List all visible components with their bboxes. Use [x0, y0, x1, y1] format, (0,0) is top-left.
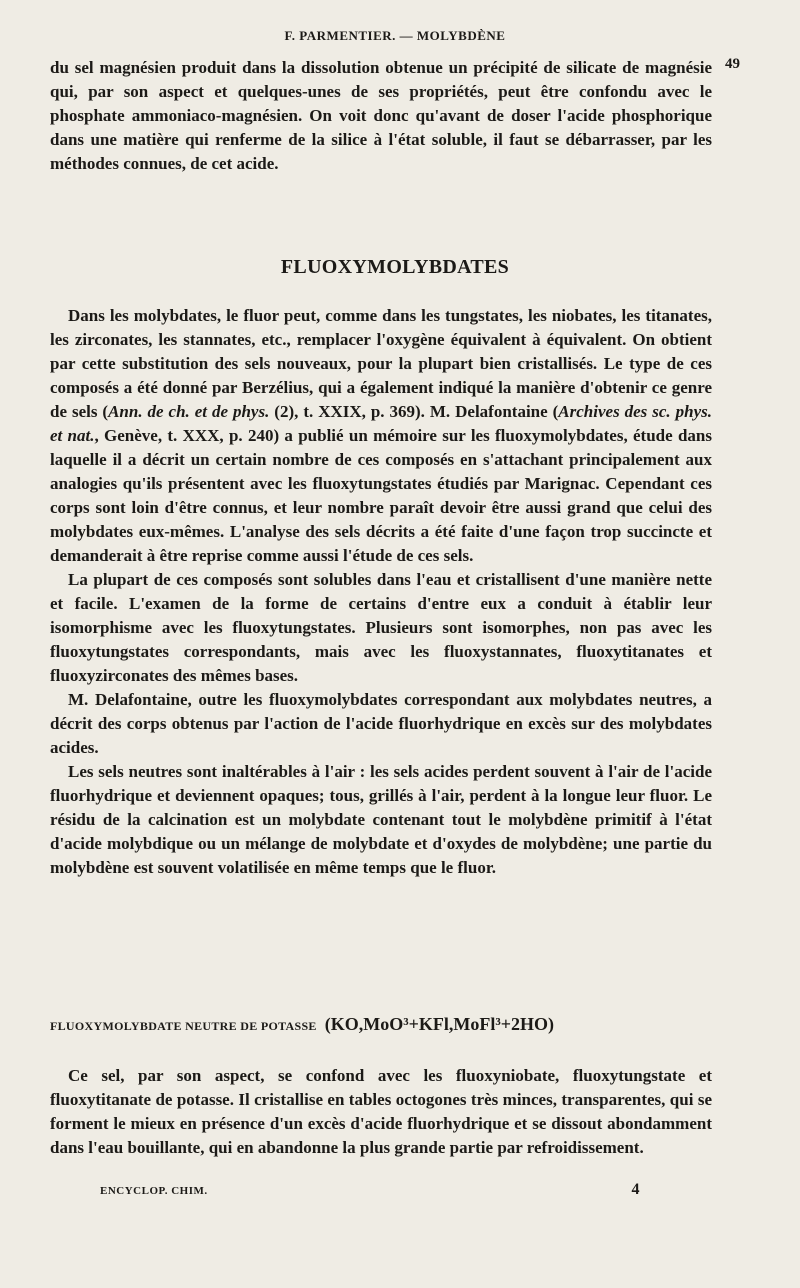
reference-annales: Ann. de ch. et de phys.	[108, 402, 270, 421]
paragraph-1: Dans les molybdates, le fluor peut, comme dans les tungstates, les niobates, les titanates, les zirconates, les stannates, etc., remplacer l'oxygène équivalent à équivalent. On obtient par cette substitution des sels nouveaux, pour la plupart bien cristallisés. Le type de ces composés a été donné par Berzélius, qui a également indiqué la manière d'obtenir ce genre de sels (Ann. de ch. et de phys. (2), t. XXIX, p. 369). M. Delafontaine (Archives des sc. phys. et nat., Genève, t. XXX, p. 240) a publié un mémoire sur les fluoxymolybdates, étude dans laquelle il a décrit un certain nombre de ces composés en s'attachant principalement aux analogies qu'ils présentent avec les fluoxytungstates étudiés par Marignac. Cependant ces corps sont loin d'être connus, et leur nombre paraît devoir être aussi grand que celui des molybdates eux-mêmes. L'analyse des sels décrits a été faite d'une façon trop succincte et demanderait à être reprise comme aussi l'étude de ces sels.	[50, 306, 712, 565]
section-body	[50, 304, 712, 880]
footer-source: ENCYCLOP. CHIM.	[100, 1185, 208, 1197]
chemical-formula: (KO,MoO³+KFl,MoFl³+2HO)	[324, 1014, 555, 1034]
subsection-body	[50, 1064, 712, 1160]
running-header	[50, 28, 740, 72]
running-title: F. PARMENTIER. — MOLYBDÈNE	[284, 28, 506, 43]
intro-text: du sel magnésien produit dans la dissolution obtenue un précipité de silicate de magnésie qui, par son aspect et quelques-unes de ses propriétés, peut être confondu avec le phosphate ammoniaco-magnésien. On voit donc qu'avant de doser l'acide phosphorique dans une matière qui renferme de la silice à l'état soluble, il faut se débarrasser, par les méthodes connues, de cet acide.	[50, 58, 712, 173]
paragraph-3: M. Delafontaine, outre les fluoxymolybdates correspondant aux molybdates neutres, a décrit des corps obtenus par l'action de l'acide fluorhydrique en excès sur des molybdates acides.	[50, 690, 712, 757]
reference-archives: Archives des sc. phys. et nat.	[50, 402, 712, 445]
intro-paragraph	[50, 56, 712, 176]
page-footer	[100, 1181, 640, 1198]
section-title: FLUOXYMOLYBDATES	[280, 256, 510, 278]
page-number: 49	[725, 56, 740, 72]
subsection-paragraph: Ce sel, par son aspect, se confond avec les fluoxyniobate, fluoxytungstate et fluoxytitanate de potasse. Il cristallise en tables octogones très minces, transparentes, qui se forment le mieux en présence d'un excès d'acide fluorhydrique et se dissout abondamment dans l'eau bouillante, qui en abandonne la plus grande partie par refroidissement.	[50, 1066, 712, 1157]
subsection-heading	[50, 1014, 740, 1035]
paragraph-4: Les sels neutres sont inaltérables à l'air : les sels acides perdent souvent à l'air de l'acide fluorhydrique et deviennent opaques; tous, grillés à l'air, perdent à la longue leur fluor. Le résidu de la calcination est un molybdate contenant tout le molybdène primitif à l'état d'acide molybdique ou un mélange de molybdate et d'oxydes de molybdène; une partie du molybdène est souvent volatilisée en même temps que le fluor.	[50, 762, 712, 877]
subsection-title: FLUOXYMOLYBDATE NEUTRE DE POTASSE	[50, 1019, 317, 1033]
signature-mark: 4	[631, 1181, 640, 1198]
paragraph-2: La plupart de ces composés sont solubles dans l'eau et cristallisent d'une manière nette et facile. L'examen de la forme de certains d'entre eux a conduit à établir leur isomorphisme avec les fluoxytungstates. Plusieurs sont isomorphes, non pas avec les fluoxytungstates correspondants, mais avec les fluoxystannates, fluoxytitanates et fluoxyzirconates des mêmes bases.	[50, 570, 712, 685]
